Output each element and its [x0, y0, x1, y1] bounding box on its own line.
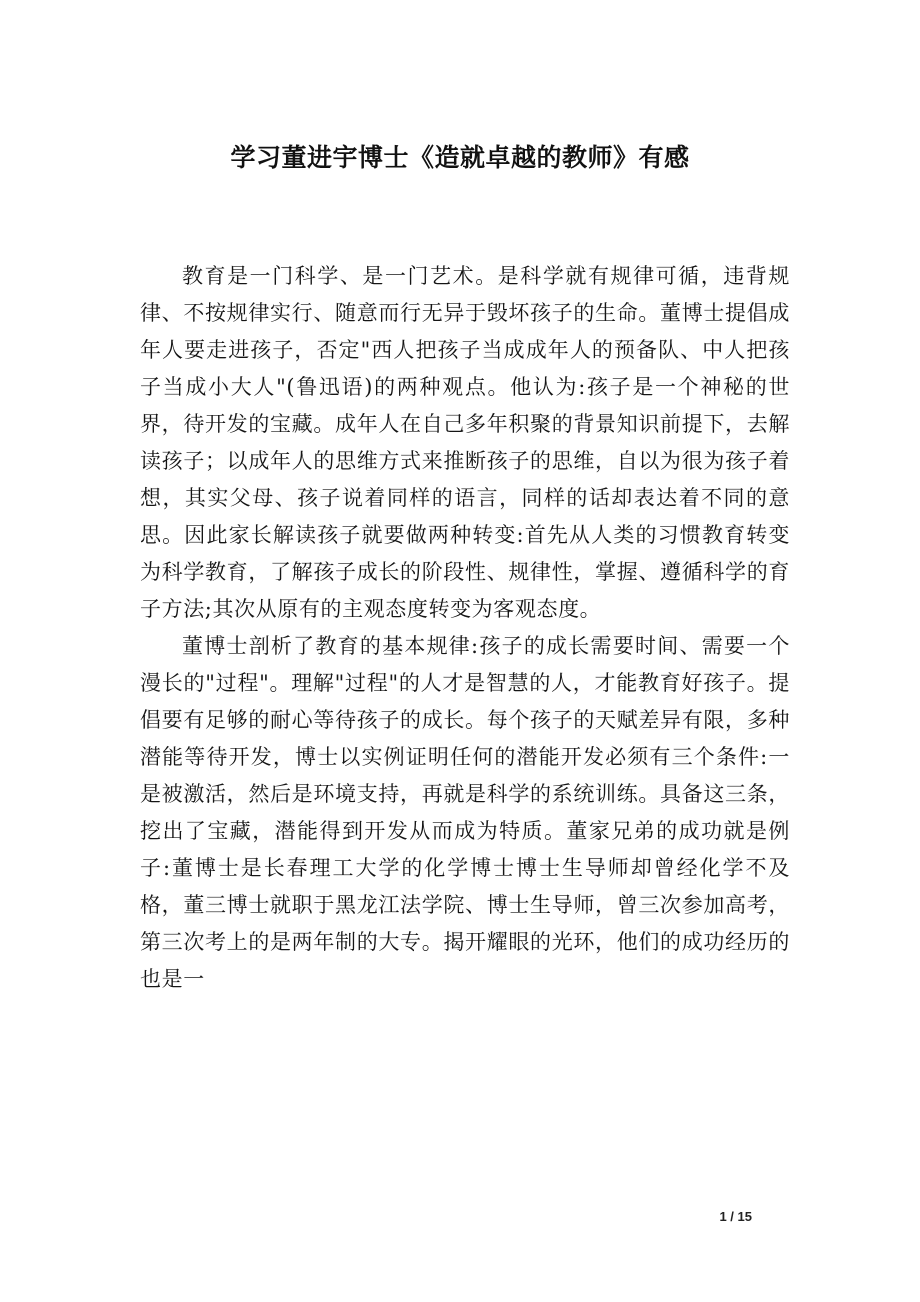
document-body — [140, 258, 790, 998]
page-number: 1 / 15 — [719, 1209, 752, 1224]
paragraph-2: 董博士剖析了教育的基本规律:孩子的成长需要时间、需要一个漫长的"过程"。理解"过程"的人才是智慧的人，才能教育好孩子。提倡要有足够的耐心等待孩子的成长。每个孩子的天赋差异有限，多种潜能等待开发，博士以实例证明任何的潜能开发必须有三个条件:一是被激活，然后是环境支持，再就是科学的系统训练。具备这三条，挖出了宝藏，潜能得到开发从而成为特质。董家兄弟的成功就是例子:董博士是长春理工大学的化学博士博士生导师却曾经化学不及格，董三博士就职于黑龙江法学院、博士生导师，曾三次参加高考，第三次考上的是两年制的大专。揭开耀眼的光环，他们的成功经历的也是一 — [140, 634, 790, 991]
document-title: 学习董进宇博士《造就卓越的教师》有感 — [230, 143, 690, 172]
paragraph-1: 教育是一门科学、是一门艺术。是科学就有规律可循，违背规律、不按规律实行、随意而行无异于毁坏孩子的生命。董博士提倡成年人要走进孩子，否定"西人把孩子当成成年人的预备队、中人把孩子当成小大人"(鲁迅语)的两种观点。他认为:孩子是一个神秘的世界，待开发的宝藏。成年人在自己多年积聚的背景知识前提下，去解读孩子；以成年人的思维方式来推断孩子的思维，自以为很为孩子着想，其实父母、孩子说着同样的语言，同样的话却表达着不同的意思。因此家长解读孩子就要做两种转变:首先从人类的习惯教育转变为科学教育，了解孩子成长的阶段性、规律性，掌握、遵循科学的育子方法;其次从原有的主观态度转变为客观态度。 — [140, 264, 790, 621]
